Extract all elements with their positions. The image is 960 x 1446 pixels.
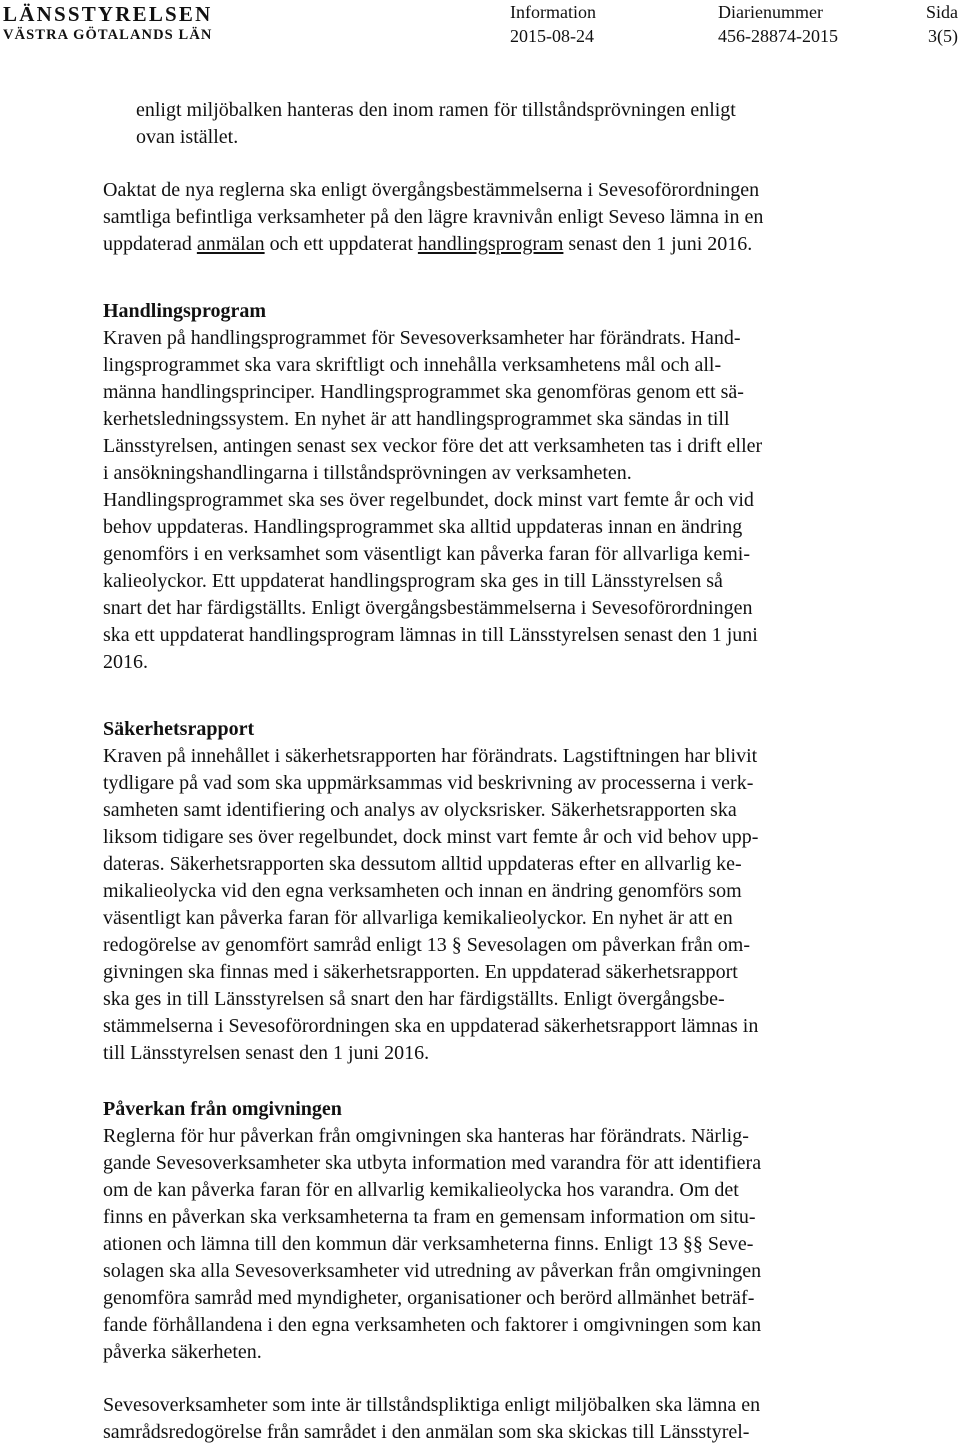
text-line: Oaktat de nya reglerna ska enligt övergångsbestämmelserna i Sevesoförordningen [103,179,760,201]
text-line: fande förhållandena i den egna verksamheten och faktorer i omgivningen som kan [103,1314,762,1336]
text-line: ska ett uppdaterat handlingsprogram lämnas in till Länsstyrelsen senast den 1 juni [103,624,758,646]
text-line: snart det har färdigställts. Enligt övergångsbestämmelserna i Sevesoförordningen [103,597,753,619]
diarie-block [718,0,838,48]
text-line: genomförs i en verksamhet som väsentligt kan påverka faran för allvarliga kemi- [103,543,750,565]
handlingsprogram-link[interactable]: handlingsprogram [417,233,564,255]
logo-agency-name: LÄNSSTYRELSEN [3,2,213,26]
text-fragment: och ett uppdaterat [264,233,418,255]
text-line: enligt miljöbalken hanteras den inom ramen för tillståndsprövningen enligt [136,99,736,121]
closing-paragraph [103,1392,760,1446]
text-line: behov uppdateras. Handlingsprogrammet ska alltid uppdateras innan en ändring [103,516,743,538]
text-line: Kraven på innehållet i säkerhetsrapporten har förändrats. Lagstiftningen har blivit [103,745,758,767]
section-heading: Säkerhetsrapport [103,718,255,740]
text-line: ovan istället. [136,126,239,148]
section-sakerhetsrapport [103,716,758,1067]
text-line: lingsprogrammet ska vara skriftligt och innehålla verksamhetens mål och all- [103,354,722,376]
text-line: genomföra samråd med myndigheter, organisationer och berörd allmänhet beträf- [103,1287,755,1309]
text-line: dateras. Säkerhetsrapporten ska dessutom alltid uppdateras efter en allvarlig ke- [103,853,742,875]
text-line: påverka säkerheten. [103,1341,262,1363]
text-line: samtliga befintliga verksamheter på den lägre kravnivån enligt Seveso lämna in en [103,206,764,228]
text-line: redogörelse av genomfört samråd enligt 13 § Sevesolagen om påverkan från om- [103,934,751,956]
text-line: 2016. [103,651,148,673]
text-line: Länsstyrelsen, antingen senast sex veckor före det att verksamheten tas i drift eller [103,435,763,457]
page-number: 3(5) [928,26,958,46]
text-line: kalieolyckor. Ett uppdaterat handlingsprogram ska ges in till Länsstyrelsen så [103,570,723,592]
info-block [510,0,596,48]
text-line: samheten samt identifiering och analys av olycksrisker. Säkerhetsrapporten ska [103,799,737,821]
text-line: liksom tidigare ses över regelbundet, dock minst vart femte år och vid behov upp- [103,826,759,848]
section-paverkan [103,1096,761,1366]
info-date: 2015-08-24 [510,26,594,46]
page-label: Sida [925,2,958,22]
text-line: mikalieolycka vid den egna verksamheten och innan en ändring genomförs som [103,880,742,902]
text-line: ska ges in till Länsstyrelsen så snart den har färdigställts. Enligt övergångsbe- [103,988,725,1010]
text-line: finns en påverkan ska verksamheterna ta fram en gemensam information om situ- [103,1206,756,1228]
text-line: kerhetsledningssystem. En nyhet är att handlingsprogrammet ska sändas in till [103,408,730,430]
text-line: männa handlingsprinciper. Handlingsprogrammet ska genomföras genom ett sä- [103,381,744,403]
text-fragment: uppdaterad [103,233,197,255]
section-heading: Påverkan från omgivningen [103,1098,342,1120]
text-line: väsentligt kan påverka faran för allvarliga kemikalieolyckor. En nyhet är att en [103,907,733,929]
page-block [926,0,958,48]
logo-county-name: VÄSTRA GÖTALANDS LÄN [3,27,213,43]
diarie-number: 456-28874-2015 [718,26,838,46]
text-line: gande Sevesoverksamheter ska utbyta information med varandra för att identifiera [103,1152,762,1174]
transition-paragraph [103,177,763,258]
text-line: Handlingsprogrammet ska ses över regelbundet, dock minst vart femte år och vid [103,489,754,511]
section-handlingsprogram [103,298,762,676]
text-line: Reglerna för hur påverkan från omgivningen ska hanteras har förändrats. Närlig- [103,1125,749,1147]
info-label: Information [510,2,596,22]
intro-paragraph [136,97,736,151]
section-heading: Handlingsprogram [103,300,266,322]
text-line: Sevesoverksamheter som inte är tillståndspliktiga enligt miljöbalken ska lämna en [103,1394,761,1416]
text-line: i ansökningshandlingarna i tillståndsprövningen av verksamheten. [103,462,632,484]
agency-logo [3,3,213,44]
anmalan-link[interactable]: anmälan [196,233,265,255]
text-line: om de kan påverka faran för en allvarlig kemikalieolycka hos varandra. Om det [103,1179,739,1201]
text-fragment: senast den 1 juni 2016. [563,233,753,255]
text-line: ationen och lämna till den kommun där verksamheterna finns. Enligt 13 §§ Seve- [103,1233,754,1255]
text-line: samrådsredogörelse från samrådet i den anmälan som ska skickas till Länsstyrel- [103,1421,750,1443]
text-line [103,231,763,258]
text-line: Kraven på handlingsprogrammet för Sevesoverksamheter har förändrats. Hand- [103,327,741,349]
text-line: stämmelserna i Sevesoförordningen ska en uppdaterad säkerhetsrapport lämnas in [103,1015,759,1037]
page-header [0,0,960,50]
diarie-label: Diarienummer [718,2,823,22]
text-line: tydligare på vad som ska uppmärksammas vid beskrivning av processerna i verk- [103,772,754,794]
text-line: till Länsstyrelsen senast den 1 juni 2016. [103,1042,430,1064]
text-line: givningen ska finnas med i säkerhetsrapporten. En uppdaterad säkerhetsrapport [103,961,738,983]
text-line: solagen ska alla Sevesoverksamheter vid utredning av påverkan från omgivningen [103,1260,762,1282]
